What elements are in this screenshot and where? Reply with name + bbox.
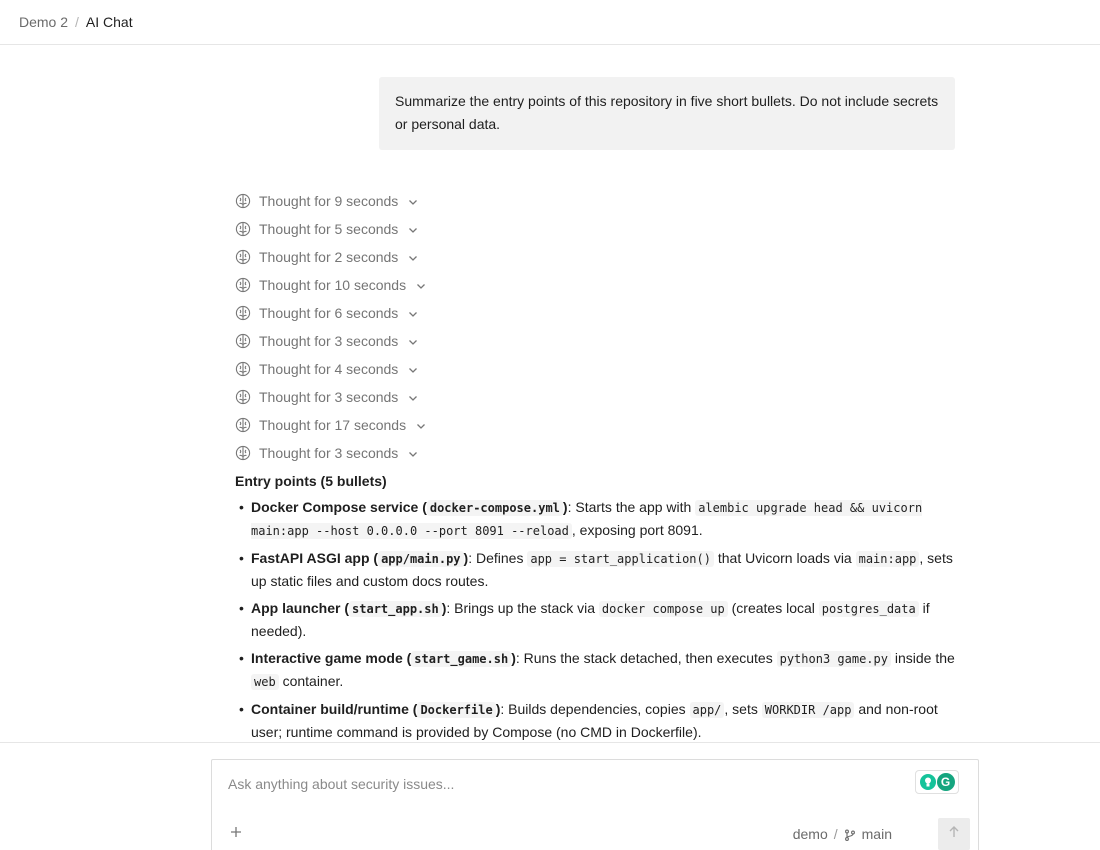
chevron-down-icon (407, 307, 419, 319)
thought-label: Thought for 5 seconds (259, 221, 399, 237)
thought-toggle[interactable] (235, 215, 427, 243)
answer-bullets (235, 496, 955, 742)
bullet-text: : Builds dependencies, copies (500, 701, 690, 717)
breadcrumb-current: AI Chat (85, 14, 133, 30)
brain-icon (235, 193, 251, 209)
bullet-text: inside the (890, 650, 955, 666)
branch-name: main (861, 826, 892, 842)
bullet-text: : Runs the stack detached, then executes (515, 650, 777, 666)
grammarly-widget[interactable] (915, 770, 959, 794)
bullet-text: and non-root user; runtime command is provided by Compose (no CMD in Dockerfile). (251, 701, 938, 740)
bullet-title: FastAPI ASGI app ( app/main.py ) (251, 550, 469, 566)
thought-label: Thought for 6 seconds (259, 305, 399, 321)
thought-label: Thought for 3 seconds (259, 445, 399, 461)
bullet-text: that Uvicorn loads via (713, 550, 856, 566)
thought-toggle[interactable] (235, 271, 427, 299)
chevron-down-icon (407, 195, 419, 207)
file-name: Dockerfile (417, 702, 495, 718)
inline-code: app = start_application() (527, 551, 714, 567)
inline-code: WORKDIR /app (762, 702, 855, 718)
thought-toggle[interactable] (235, 355, 427, 383)
file-name: app/main.py (378, 551, 463, 567)
top-bar (0, 0, 1100, 45)
thought-label: Thought for 3 seconds (259, 333, 399, 349)
thought-toggle[interactable] (235, 411, 427, 439)
bullet-title: Container build/runtime ( Dockerfile ) (251, 701, 501, 717)
file-name: start_app.sh (349, 601, 442, 617)
repo-name: demo (792, 826, 828, 842)
thought-toggle[interactable] (235, 327, 427, 355)
bullet-text: (creates local (727, 600, 819, 616)
thought-toggle[interactable] (235, 187, 427, 215)
answer-bullet (251, 547, 955, 592)
arrow-up-icon (947, 825, 961, 844)
answer-bullet (251, 647, 955, 693)
thought-label: Thought for 2 seconds (259, 249, 399, 265)
plus-icon[interactable] (228, 824, 244, 840)
thought-toggle[interactable] (235, 383, 427, 411)
thought-label: Thought for 4 seconds (259, 361, 399, 377)
chat-input[interactable] (228, 776, 908, 800)
send-button[interactable] (938, 818, 970, 850)
brain-icon (235, 277, 251, 293)
bullet-text: : Starts the app with (567, 499, 696, 515)
thought-toggle[interactable] (235, 299, 427, 327)
chevron-down-icon (407, 335, 419, 347)
answer-bullet (251, 597, 955, 642)
brain-icon (235, 417, 251, 433)
inline-code: python3 game.py (777, 651, 891, 667)
inline-code: main:app (856, 551, 920, 567)
thought-toggle[interactable] (235, 439, 427, 467)
user-message: Summarize the entry points of this repository in five short bullets. Do not include secrets or personal data. (379, 77, 955, 150)
repo-separator: / (833, 826, 838, 842)
answer-bullet (251, 698, 955, 742)
chevron-down-icon (407, 447, 419, 459)
brain-icon (235, 389, 251, 405)
chevron-down-icon (407, 251, 419, 263)
thought-label: Thought for 3 seconds (259, 389, 399, 405)
chevron-down-icon (415, 419, 427, 431)
brain-icon (235, 445, 251, 461)
brain-icon (235, 249, 251, 265)
inline-code: alembic upgrade head && uvicorn main:app --host 0.0.0.0 --port 8091 --reload (251, 501, 923, 538)
thought-label: Thought for 10 seconds (259, 277, 407, 293)
thought-list (235, 187, 427, 467)
inline-code: web (251, 674, 279, 690)
composer (211, 759, 979, 850)
inline-code: docker compose up (599, 601, 728, 617)
bullet-text: , exposing port 8091. (571, 522, 703, 538)
thought-toggle[interactable] (235, 243, 427, 271)
grammarly-icon: G (937, 773, 955, 791)
brain-icon (235, 221, 251, 237)
bullet-text: if needed). (251, 600, 930, 639)
bullet-text: , sets up static files and custom docs routes. (251, 550, 953, 589)
lightbulb-icon (920, 774, 936, 790)
bullet-text: : Defines (468, 550, 528, 566)
inline-code: postgres_data (819, 601, 919, 617)
brain-icon (235, 361, 251, 377)
chat-area[interactable] (0, 45, 1100, 742)
assistant-answer (235, 470, 955, 742)
chevron-down-icon (407, 223, 419, 235)
thought-label: Thought for 9 seconds (259, 193, 399, 209)
brain-icon (235, 333, 251, 349)
brain-icon (235, 305, 251, 321)
repo-branch-indicator[interactable] (793, 826, 892, 842)
answer-bullet (251, 496, 955, 542)
thought-label: Thought for 17 seconds (259, 417, 407, 433)
bullet-title: Interactive game mode ( start_game.sh ) (251, 650, 516, 666)
bullet-text: : Brings up the stack via (446, 600, 599, 616)
chevron-down-icon (407, 391, 419, 403)
chevron-down-icon (407, 363, 419, 375)
chevron-down-icon (415, 279, 427, 291)
answer-heading: Entry points (5 bullets) (235, 473, 387, 489)
breadcrumb-parent[interactable]: Demo 2 (19, 14, 69, 30)
bullet-text: , sets (724, 701, 762, 717)
git-branch-icon (844, 828, 856, 840)
composer-area (0, 742, 1100, 850)
bullet-title: App launcher ( start_app.sh ) (251, 600, 447, 616)
file-name: start_game.sh (411, 651, 511, 667)
file-name: docker-compose.yml (427, 500, 563, 516)
breadcrumb-separator: / (75, 14, 79, 30)
inline-code: app/ (690, 702, 725, 718)
bullet-text: container. (278, 673, 344, 689)
bullet-title: Docker Compose service ( docker-compose.yml ) (251, 499, 568, 515)
